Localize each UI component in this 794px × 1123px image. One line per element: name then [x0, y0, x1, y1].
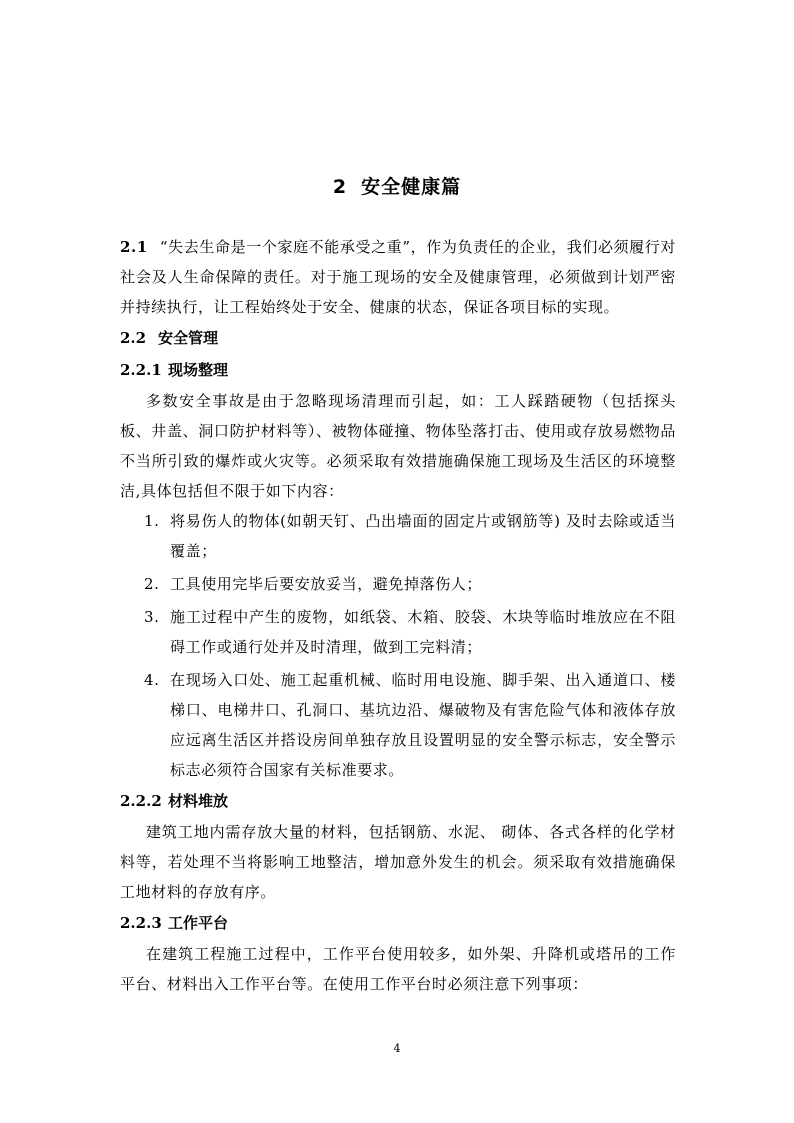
- intro-paragraph: [120, 232, 676, 322]
- intro-text: “失去生命是一个家庭不能承受之重”，作为负责任的企业，我们必须履行对社会及人生命保障的责任。对于施工现场的安全及健康管理，必须做到计划严密并持续执行，让工程始终处于安全、健康的状态，保证各项目标的实现。: [120, 238, 676, 316]
- list-item-marker: 1.: [144, 512, 160, 530]
- material-stacking-paragraph: 建筑工地内需存放大量的材料，包括钢筋、水泥、 砌体、各式各样的化学材料等，若处理不当将影响工地整洁，增加意外发生的机会。须采取有效措施确保工地材料的存放有序。: [120, 823, 676, 901]
- list-item: [120, 569, 676, 599]
- site-cleanup-paragraph: 多数安全事故是由于忽略现场清理而引起，如：工人踩踏硬物（包括探头板、井盖、洞口防护材料等）、被物体碰撞、物体坠落打击、使用或存放易燃物品不当所引致的爆炸或火灾等。必须采取有效措施确保施工现场及生活区的环境整洁,具体包括但不限于如下内容：: [120, 392, 676, 500]
- chapter-number: 2: [332, 176, 348, 198]
- subsection-heading-material-stacking: [120, 785, 676, 817]
- intro-section-number: 2.1: [120, 238, 148, 256]
- subsection-number: 2.2.1: [120, 361, 162, 379]
- site-cleanup-list: [120, 506, 676, 785]
- page-number: 4: [393, 1042, 401, 1055]
- subsection-title: 工作平台: [168, 914, 229, 932]
- document-body: [120, 232, 676, 999]
- list-item-text: 在现场入口处、施工起重机械、临时用电设施、脚手架、出入通道口、楼梯口、电梯井口、孔洞口、基坑边沿、爆破物及有害危险气体和液体存放应远离生活区并搭设房间单独存放且设置明显的安全警示标志，安全警示标志必须符合国家有关标准要求。: [170, 671, 676, 779]
- subsection-heading-site-cleanup: [120, 354, 676, 386]
- subsection-heading-work-platform: [120, 907, 676, 939]
- chapter-title-text: 安全健康篇: [361, 176, 462, 198]
- list-item-text: 将易伤人的物体(如朝天钉、凸出墙面的固定片或钢筋等) 及时去除或适当覆盖；: [170, 512, 676, 560]
- list-item: [120, 665, 676, 785]
- list-item-marker: 4.: [144, 671, 160, 689]
- list-item: [120, 506, 676, 566]
- list-item: [120, 602, 676, 662]
- section-number: 2.2: [120, 329, 147, 347]
- list-item-marker: 2.: [144, 575, 160, 593]
- list-item-text: 工具使用完毕后要安放妥当，避免掉落伤人；: [170, 575, 483, 593]
- subsection-number: 2.2.3: [120, 914, 162, 932]
- subsection-number: 2.2.2: [120, 792, 162, 810]
- list-item-marker: 3.: [144, 608, 160, 626]
- section-title: 安全管理: [158, 329, 219, 347]
- list-item-text: 施工过程中产生的废物，如纸袋、木箱、胶袋、木块等临时堆放应在不阻碍工作或通行处并及时清理，做到工完料清；: [170, 608, 676, 656]
- work-platform-paragraph: 在建筑工程施工过程中，工作平台使用较多，如外架、升降机或塔吊的工作平台、材料出入工作平台等。在使用工作平台时必须注意下列事项：: [120, 945, 676, 993]
- subsection-title: 现场整理: [168, 361, 229, 379]
- section-heading: [120, 322, 676, 354]
- subsection-title: 材料堆放: [168, 792, 229, 810]
- chapter-title: [0, 172, 794, 199]
